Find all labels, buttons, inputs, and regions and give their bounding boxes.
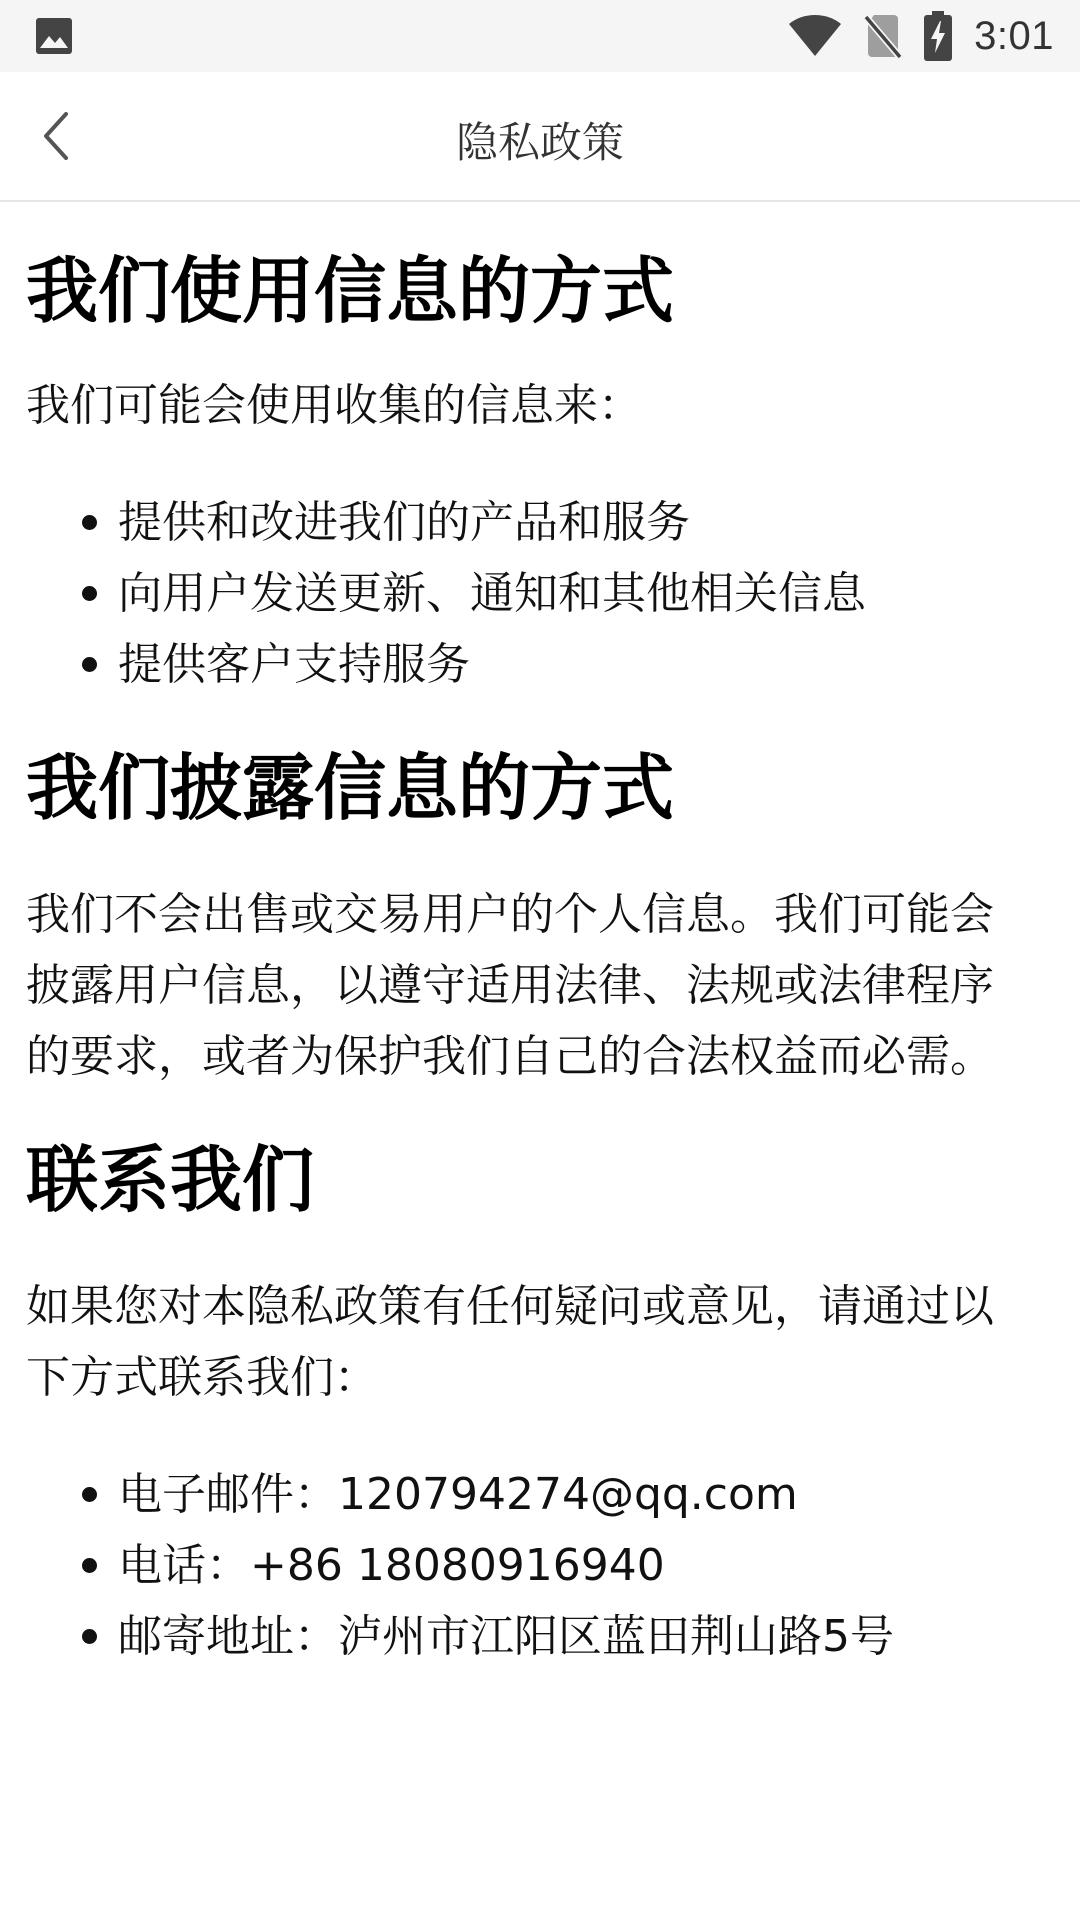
image-icon [34, 16, 74, 56]
wifi-icon [788, 14, 842, 58]
usage-list [26, 487, 1036, 700]
contact-phone: 电话：+86 18080916940 [118, 1530, 1036, 1601]
disclosure-paragraph: 我们不会出售或交易用户的个人信息。我们可能会披露用户信息，以遵守适用法律、法规或法律程序的要求，或者为保护我们自己的合法权益而必需。 [26, 889, 994, 1082]
contact-list [26, 1459, 1036, 1672]
page-title: 隐私政策 [455, 118, 624, 167]
status-bar [0, 0, 1080, 72]
section-heading-disclosure: 我们披露信息的方式 [26, 746, 675, 830]
list-item: 提供客户支持服务 [118, 629, 1036, 700]
battery-charging-icon [924, 11, 952, 61]
app-bar [0, 72, 1080, 202]
status-time: 3:01 [974, 13, 1054, 58]
section-heading-contact: 联系我们 [26, 1138, 315, 1222]
list-item: 向用户发送更新、通知和其他相关信息 [118, 558, 1036, 629]
contact-intro: 如果您对本隐私政策有任何疑问或意见，请通过以下方式联系我们： [26, 1281, 994, 1403]
policy-content[interactable] [26, 200, 1036, 1672]
contact-email: 电子邮件：120794274@qq.com [118, 1459, 1036, 1530]
usage-intro: 我们可能会使用收集的信息来： [26, 380, 642, 431]
contact-address: 邮寄地址：泸州市江阳区蓝田荆山路5号 [118, 1601, 1036, 1672]
list-item: 提供和改进我们的产品和服务 [118, 487, 1036, 558]
section-heading-usage: 我们使用信息的方式 [26, 249, 675, 333]
no-sim-icon [864, 13, 902, 59]
